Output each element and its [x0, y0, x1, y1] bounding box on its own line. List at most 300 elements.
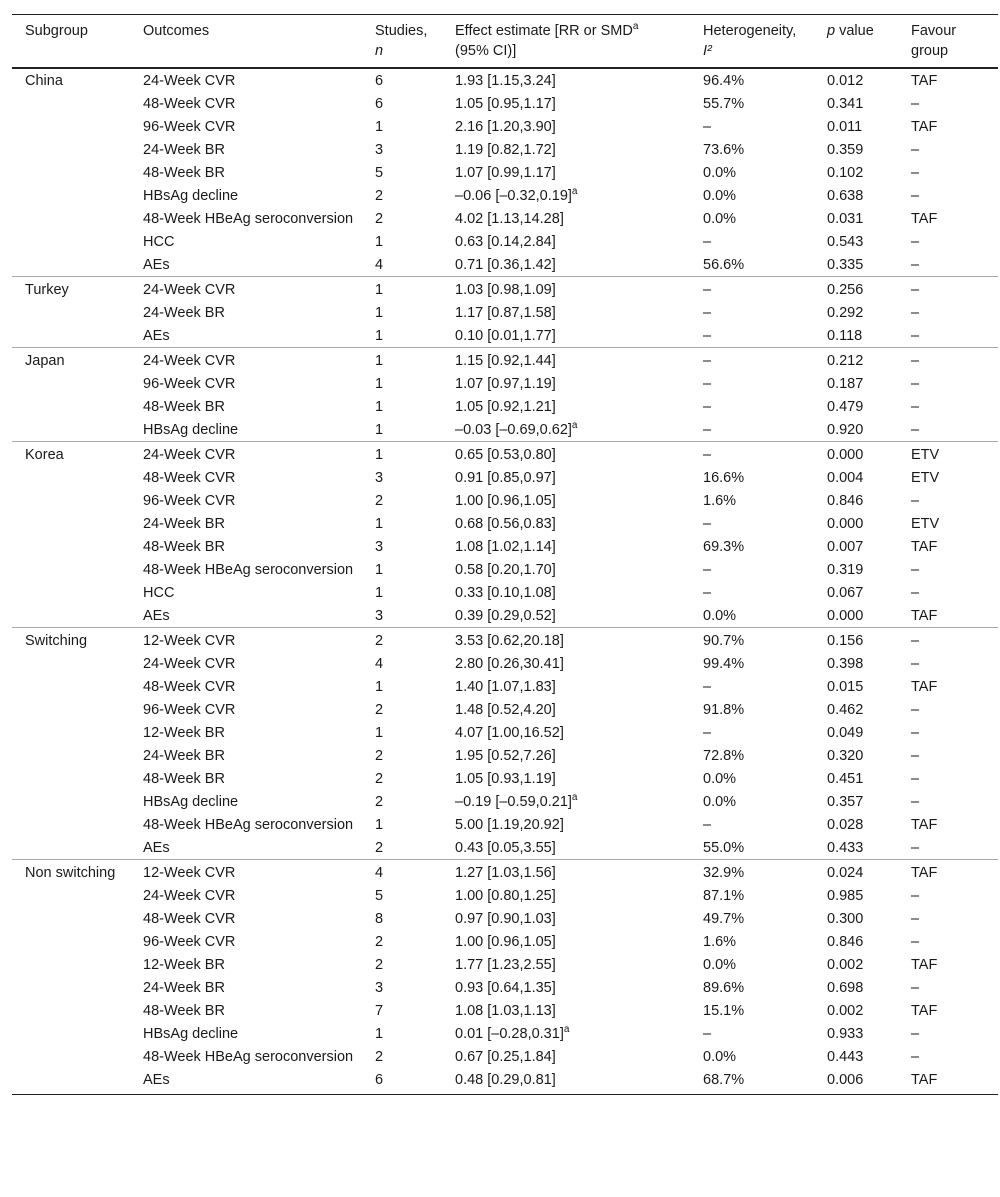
cell-heterogeneity — [690, 92, 814, 115]
cell-outcome — [130, 348, 362, 373]
footnote-marker: a — [571, 186, 578, 198]
cell-effect — [442, 1045, 690, 1068]
header-heterogeneity-i2: I² — [703, 43, 712, 59]
cell-effect-text: 4.07 [1.00,16.52] — [455, 725, 564, 741]
cell-favour-text: – — [911, 96, 920, 112]
cell-heterogeneity-text: – — [703, 585, 712, 601]
cell-p-value — [814, 277, 898, 302]
cell-favour — [898, 813, 998, 836]
header-favour — [898, 15, 998, 69]
cell-subgroup-text: Korea — [25, 447, 64, 463]
cell-outcome-text: 96-Week CVR — [143, 934, 236, 950]
cell-p-value-text: 0.007 — [827, 539, 864, 555]
cell-favour — [898, 372, 998, 395]
cell-heterogeneity-text: 89.6% — [703, 980, 745, 996]
cell-p-value-text: 0.341 — [827, 96, 864, 112]
cell-subgroup — [12, 348, 130, 373]
cell-heterogeneity — [690, 953, 814, 976]
cell-outcome — [130, 907, 362, 930]
table-row — [12, 767, 998, 790]
cell-studies-text: 2 — [375, 957, 384, 973]
cell-p-value-text: 0.000 — [827, 516, 864, 532]
cell-heterogeneity — [690, 836, 814, 860]
cell-studies-text: 1 — [375, 422, 384, 438]
cell-p-value — [814, 652, 898, 675]
cell-p-value — [814, 860, 898, 885]
cell-subgroup — [12, 535, 130, 558]
cell-subgroup — [12, 1045, 130, 1068]
cell-effect-text: 1.15 [0.92,1.44] — [455, 353, 556, 369]
cell-favour — [898, 207, 998, 230]
cell-p-value — [814, 92, 898, 115]
cell-favour-text: TAF — [911, 73, 938, 89]
cell-effect-text: 1.17 [0.87,1.58] — [455, 305, 556, 321]
cell-heterogeneity-text: – — [703, 447, 712, 463]
cell-studies — [362, 161, 442, 184]
cell-studies-text: 1 — [375, 119, 384, 135]
cell-favour — [898, 418, 998, 442]
cell-favour — [898, 277, 998, 302]
cell-outcome-text: HBsAg decline — [143, 422, 239, 438]
header-heterogeneity-text: Heterogeneity, — [703, 23, 797, 39]
cell-studies-text: 8 — [375, 911, 384, 927]
cell-heterogeneity — [690, 442, 814, 467]
cell-favour-text: – — [911, 656, 920, 672]
cell-favour — [898, 348, 998, 373]
cell-p-value — [814, 418, 898, 442]
cell-effect-text: 1.40 [1.07,1.83] — [455, 679, 556, 695]
table-row — [12, 698, 998, 721]
cell-effect — [442, 652, 690, 675]
table-row — [12, 535, 998, 558]
cell-heterogeneity — [690, 301, 814, 324]
cell-outcome-text: 48-Week HBeAg seroconversion — [143, 817, 354, 833]
cell-favour — [898, 744, 998, 767]
cell-heterogeneity — [690, 138, 814, 161]
cell-effect — [442, 581, 690, 604]
cell-heterogeneity-text: – — [703, 234, 712, 250]
cell-studies — [362, 907, 442, 930]
cell-studies — [362, 418, 442, 442]
table-row — [12, 207, 998, 230]
cell-favour — [898, 230, 998, 253]
cell-p-value-text: 0.319 — [827, 562, 864, 578]
cell-studies-text: 1 — [375, 305, 384, 321]
cell-heterogeneity-text: – — [703, 679, 712, 695]
cell-outcome — [130, 1045, 362, 1068]
cell-effect — [442, 790, 690, 813]
cell-heterogeneity-text: 1.6% — [703, 493, 737, 509]
cell-studies-text: 1 — [375, 234, 384, 250]
cell-p-value-text: 0.187 — [827, 376, 864, 392]
cell-heterogeneity-text: 16.6% — [703, 470, 745, 486]
cell-heterogeneity — [690, 372, 814, 395]
header-effect-footnote: a — [632, 21, 639, 33]
cell-effect-text: 1.05 [0.95,1.17] — [455, 96, 556, 112]
cell-studies — [362, 652, 442, 675]
cell-heterogeneity — [690, 348, 814, 373]
table-row — [12, 999, 998, 1022]
table-row — [12, 161, 998, 184]
cell-effect-text: 1.95 [0.52,7.26] — [455, 748, 556, 764]
cell-effect — [442, 442, 690, 467]
cell-favour-text: TAF — [911, 957, 938, 973]
cell-outcome-text: AEs — [143, 840, 170, 856]
cell-effect — [442, 860, 690, 885]
cell-outcome-text: 12-Week CVR — [143, 633, 236, 649]
cell-effect — [442, 930, 690, 953]
cell-p-value-text: 0.212 — [827, 353, 864, 369]
cell-effect-text: 0.48 [0.29,0.81] — [455, 1072, 556, 1088]
cell-p-value — [814, 184, 898, 207]
cell-p-value-text: 0.000 — [827, 447, 864, 463]
cell-favour-text: TAF — [911, 1072, 938, 1088]
cell-studies — [362, 860, 442, 885]
cell-subgroup — [12, 115, 130, 138]
cell-subgroup — [12, 324, 130, 348]
cell-outcome-text: 48-Week CVR — [143, 679, 236, 695]
cell-studies-text: 2 — [375, 188, 384, 204]
cell-favour — [898, 698, 998, 721]
cell-studies-text: 1 — [375, 353, 384, 369]
cell-p-value — [814, 1068, 898, 1095]
cell-studies — [362, 930, 442, 953]
cell-studies-text: 6 — [375, 96, 384, 112]
cell-subgroup — [12, 277, 130, 302]
cell-favour-text: TAF — [911, 1003, 938, 1019]
cell-heterogeneity — [690, 999, 814, 1022]
cell-heterogeneity-text: – — [703, 817, 712, 833]
cell-studies-text: 4 — [375, 257, 384, 273]
cell-favour-text: – — [911, 142, 920, 158]
cell-p-value — [814, 1022, 898, 1045]
cell-effect-text: 1.07 [0.97,1.19] — [455, 376, 556, 392]
cell-favour — [898, 489, 998, 512]
cell-heterogeneity — [690, 581, 814, 604]
cell-p-value — [814, 836, 898, 860]
cell-p-value-text: 0.049 — [827, 725, 864, 741]
header-heterogeneity — [690, 15, 814, 69]
cell-studies — [362, 395, 442, 418]
cell-studies — [362, 466, 442, 489]
cell-subgroup — [12, 999, 130, 1022]
cell-subgroup — [12, 767, 130, 790]
cell-outcome-text: 24-Week CVR — [143, 656, 236, 672]
cell-p-value — [814, 230, 898, 253]
cell-effect-text: 3.53 [0.62,20.18] — [455, 633, 564, 649]
cell-favour — [898, 253, 998, 277]
cell-heterogeneity — [690, 1068, 814, 1095]
cell-outcome — [130, 767, 362, 790]
cell-subgroup — [12, 744, 130, 767]
cell-studies-text: 1 — [375, 399, 384, 415]
cell-heterogeneity-text: 0.0% — [703, 957, 737, 973]
header-p-text: value — [835, 23, 874, 39]
cell-p-value — [814, 207, 898, 230]
cell-favour — [898, 1068, 998, 1095]
cell-favour — [898, 652, 998, 675]
table-row — [12, 466, 998, 489]
header-subgroup — [12, 15, 130, 69]
cell-studies-text: 2 — [375, 771, 384, 787]
cell-heterogeneity-text: – — [703, 353, 712, 369]
cell-p-value — [814, 253, 898, 277]
cell-outcome — [130, 324, 362, 348]
cell-heterogeneity — [690, 418, 814, 442]
cell-effect-text: 1.93 [1.15,3.24] — [455, 73, 556, 89]
cell-studies — [362, 1068, 442, 1095]
header-p-letter: p — [827, 23, 836, 39]
cell-favour-text: – — [911, 1049, 920, 1065]
cell-p-value-text: 0.933 — [827, 1026, 864, 1042]
cell-favour-text: TAF — [911, 817, 938, 833]
cell-heterogeneity-text: 0.0% — [703, 188, 737, 204]
header-effect-ci: (95% CI)] — [455, 43, 517, 59]
cell-studies — [362, 535, 442, 558]
cell-outcome-text: 24-Week BR — [143, 142, 225, 158]
cell-favour-text: TAF — [911, 539, 938, 555]
cell-heterogeneity — [690, 512, 814, 535]
cell-heterogeneity — [690, 652, 814, 675]
cell-outcome-text: 24-Week BR — [143, 305, 225, 321]
cell-heterogeneity-text: – — [703, 422, 712, 438]
cell-subgroup — [12, 675, 130, 698]
cell-outcome — [130, 976, 362, 999]
cell-effect — [442, 115, 690, 138]
cell-effect — [442, 744, 690, 767]
cell-studies-text: 1 — [375, 585, 384, 601]
cell-heterogeneity-text: 0.0% — [703, 608, 737, 624]
cell-favour — [898, 953, 998, 976]
cell-effect — [442, 161, 690, 184]
cell-studies-text: 1 — [375, 817, 384, 833]
cell-p-value — [814, 138, 898, 161]
cell-heterogeneity-text: 0.0% — [703, 771, 737, 787]
cell-studies — [362, 230, 442, 253]
cell-effect — [442, 907, 690, 930]
cell-p-value — [814, 324, 898, 348]
cell-effect-text: –0.03 [–0.69,0.62] — [455, 422, 572, 438]
cell-heterogeneity-text: 0.0% — [703, 165, 737, 181]
cell-outcome-text: 48-Week BR — [143, 1003, 225, 1019]
cell-effect-text: 0.91 [0.85,0.97] — [455, 470, 556, 486]
cell-studies — [362, 207, 442, 230]
cell-effect — [442, 558, 690, 581]
table-row — [12, 92, 998, 115]
table-row — [12, 953, 998, 976]
cell-outcome-text: 48-Week CVR — [143, 911, 236, 927]
cell-outcome-text: 96-Week CVR — [143, 493, 236, 509]
table-row — [12, 138, 998, 161]
cell-effect-text: 0.43 [0.05,3.55] — [455, 840, 556, 856]
cell-heterogeneity — [690, 489, 814, 512]
cell-p-value — [814, 976, 898, 999]
cell-studies-text: 2 — [375, 211, 384, 227]
cell-subgroup — [12, 230, 130, 253]
cell-outcome — [130, 184, 362, 207]
table-row — [12, 512, 998, 535]
table-row — [12, 813, 998, 836]
cell-outcome — [130, 813, 362, 836]
cell-effect-text: 1.05 [0.93,1.19] — [455, 771, 556, 787]
cell-outcome — [130, 675, 362, 698]
cell-outcome-text: AEs — [143, 608, 170, 624]
cell-p-value-text: 0.479 — [827, 399, 864, 415]
cell-subgroup — [12, 721, 130, 744]
cell-studies — [362, 138, 442, 161]
cell-p-value-text: 0.462 — [827, 702, 864, 718]
cell-favour-text: – — [911, 585, 920, 601]
cell-p-value-text: 0.011 — [827, 119, 863, 135]
cell-subgroup — [12, 836, 130, 860]
cell-effect — [442, 535, 690, 558]
cell-favour — [898, 790, 998, 813]
cell-subgroup — [12, 138, 130, 161]
cell-favour-text: – — [911, 376, 920, 392]
header-favour-text: Favour — [911, 23, 957, 39]
cell-heterogeneity-text: 55.7% — [703, 96, 745, 112]
table-row — [12, 395, 998, 418]
cell-heterogeneity — [690, 277, 814, 302]
cell-subgroup-text: Japan — [25, 353, 65, 369]
cell-heterogeneity-text: – — [703, 119, 712, 135]
table-row — [12, 652, 998, 675]
cell-effect — [442, 1068, 690, 1095]
cell-effect — [442, 466, 690, 489]
cell-heterogeneity-text: 15.1% — [703, 1003, 745, 1019]
cell-subgroup — [12, 395, 130, 418]
cell-favour — [898, 930, 998, 953]
cell-outcome — [130, 698, 362, 721]
cell-outcome — [130, 836, 362, 860]
cell-heterogeneity — [690, 1022, 814, 1045]
header-subgroup-text: Subgroup — [25, 23, 88, 39]
cell-outcome-text: 12-Week CVR — [143, 865, 236, 881]
table-row — [12, 721, 998, 744]
cell-subgroup — [12, 92, 130, 115]
table-row — [12, 907, 998, 930]
cell-studies — [362, 115, 442, 138]
cell-favour — [898, 999, 998, 1022]
header-outcomes-text: Outcomes — [143, 23, 210, 39]
cell-effect-text: 1.48 [0.52,4.20] — [455, 702, 556, 718]
cell-p-value-text: 0.102 — [827, 165, 864, 181]
cell-heterogeneity — [690, 558, 814, 581]
header-outcomes — [130, 15, 362, 69]
cell-favour — [898, 907, 998, 930]
cell-favour — [898, 836, 998, 860]
cell-outcome — [130, 558, 362, 581]
cell-effect-text: 1.08 [1.02,1.14] — [455, 539, 556, 555]
cell-favour-text: – — [911, 234, 920, 250]
cell-outcome-text: 96-Week CVR — [143, 702, 236, 718]
cell-outcome-text: 96-Week CVR — [143, 119, 236, 135]
cell-studies-text: 1 — [375, 679, 384, 695]
cell-outcome-text: AEs — [143, 257, 170, 273]
cell-studies-text: 1 — [375, 1026, 384, 1042]
table-row — [12, 860, 998, 885]
cell-studies — [362, 512, 442, 535]
cell-studies — [362, 372, 442, 395]
cell-heterogeneity-text: 72.8% — [703, 748, 745, 764]
cell-favour — [898, 466, 998, 489]
cell-p-value-text: 0.002 — [827, 1003, 864, 1019]
table-row — [12, 836, 998, 860]
cell-studies — [362, 604, 442, 628]
cell-heterogeneity-text: 91.8% — [703, 702, 745, 718]
cell-studies-text: 4 — [375, 656, 384, 672]
cell-outcome — [130, 301, 362, 324]
cell-outcome — [130, 581, 362, 604]
cell-heterogeneity — [690, 466, 814, 489]
cell-favour-text: TAF — [911, 211, 938, 227]
cell-p-value — [814, 721, 898, 744]
cell-studies — [362, 999, 442, 1022]
table-row — [12, 372, 998, 395]
cell-studies-text: 1 — [375, 376, 384, 392]
cell-p-value — [814, 628, 898, 653]
cell-subgroup — [12, 442, 130, 467]
cell-subgroup — [12, 604, 130, 628]
cell-effect-text: 1.00 [0.96,1.05] — [455, 934, 556, 950]
table-row — [12, 253, 998, 277]
cell-p-value-text: 0.543 — [827, 234, 864, 250]
cell-outcome — [130, 999, 362, 1022]
cell-heterogeneity-text: 99.4% — [703, 656, 745, 672]
cell-studies-text: 2 — [375, 493, 384, 509]
cell-outcome-text: 24-Week CVR — [143, 73, 236, 89]
cell-heterogeneity-text: 32.9% — [703, 865, 745, 881]
cell-effect-text: 0.33 [0.10,1.08] — [455, 585, 556, 601]
cell-favour-text: – — [911, 771, 920, 787]
cell-favour-text: – — [911, 305, 920, 321]
cell-favour-text: – — [911, 422, 920, 438]
cell-favour-text: – — [911, 562, 920, 578]
cell-p-value-text: 0.002 — [827, 957, 864, 973]
cell-p-value — [814, 1045, 898, 1068]
cell-outcome-text: HBsAg decline — [143, 794, 239, 810]
cell-outcome-text: 48-Week HBeAg seroconversion — [143, 211, 354, 227]
header-effect-text: Effect estimate [RR or SMD — [455, 23, 633, 39]
table-row — [12, 744, 998, 767]
cell-p-value-text: 0.846 — [827, 934, 864, 950]
cell-subgroup — [12, 466, 130, 489]
cell-outcome-text: 96-Week CVR — [143, 376, 236, 392]
cell-p-value — [814, 348, 898, 373]
cell-outcome — [130, 442, 362, 467]
footnote-marker: a — [571, 792, 578, 804]
cell-studies-text: 1 — [375, 562, 384, 578]
cell-heterogeneity-text: 0.0% — [703, 1049, 737, 1065]
cell-subgroup — [12, 68, 130, 92]
cell-effect — [442, 953, 690, 976]
cell-p-value-text: 0.006 — [827, 1072, 864, 1088]
cell-effect — [442, 976, 690, 999]
cell-studies-text: 2 — [375, 633, 384, 649]
cell-effect — [442, 604, 690, 628]
cell-p-value-text: 0.398 — [827, 656, 864, 672]
cell-p-value-text: 0.256 — [827, 282, 864, 298]
cell-outcome-text: 24-Week BR — [143, 516, 225, 532]
cell-studies — [362, 675, 442, 698]
cell-outcome — [130, 395, 362, 418]
cell-studies-text: 1 — [375, 282, 384, 298]
cell-p-value-text: 0.118 — [827, 328, 863, 344]
cell-subgroup — [12, 1022, 130, 1045]
cell-subgroup — [12, 813, 130, 836]
cell-studies-text: 3 — [375, 470, 384, 486]
cell-studies — [362, 790, 442, 813]
